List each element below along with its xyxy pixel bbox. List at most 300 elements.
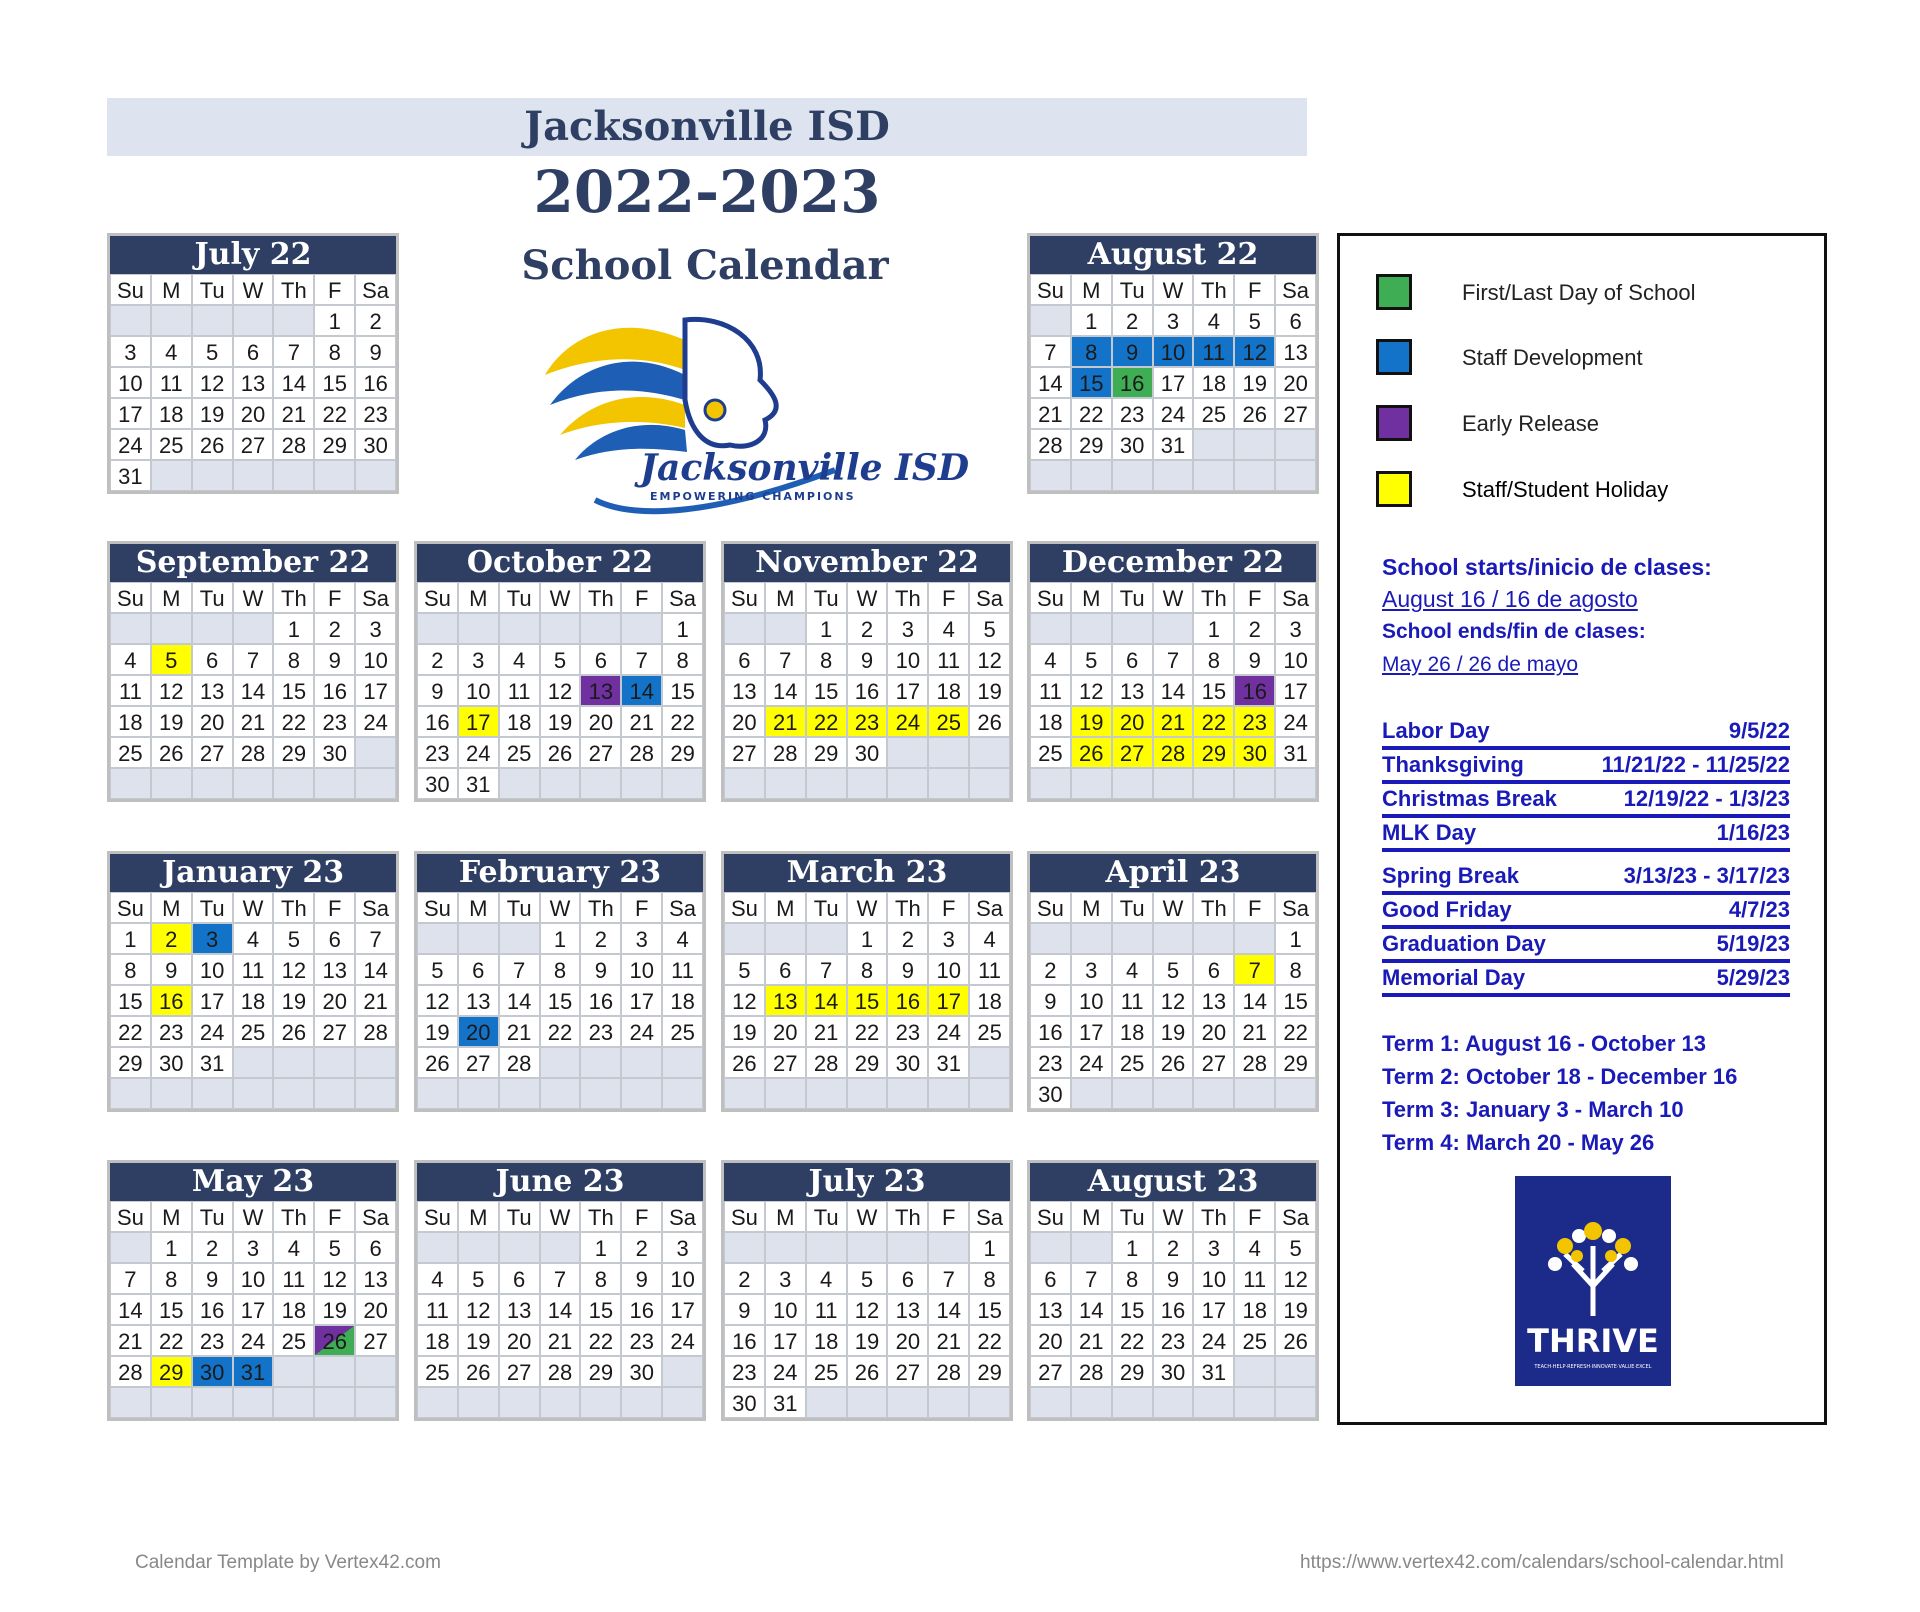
day-cell: 7 <box>806 954 847 985</box>
day-cell: 14 <box>765 675 806 706</box>
logo-tagline: EMPOWERING CHAMPIONS <box>650 490 856 503</box>
day-cell: 12 <box>969 644 1010 675</box>
empty-day-cell <box>273 768 314 799</box>
day-cell: 9 <box>724 1294 765 1325</box>
school-starts-date[interactable]: August 16 / 16 de agosto <box>1382 586 1638 612</box>
school-ends-date[interactable]: May 26 / 26 de mayo <box>1382 653 1579 676</box>
weekday-header: M <box>765 582 806 613</box>
weekday-header: Th <box>887 1201 928 1232</box>
day-cell: 31 <box>1275 737 1316 768</box>
month-grid <box>417 582 703 799</box>
holiday-row <box>1382 895 1790 929</box>
day-cell: 14 <box>1071 1294 1112 1325</box>
empty-day-cell <box>1193 460 1234 491</box>
day-cell: 25 <box>1030 737 1071 768</box>
weekday-header: Tu <box>806 892 847 923</box>
weekday-header: M <box>151 1201 192 1232</box>
day-cell: 23 <box>151 1016 192 1047</box>
day-cell: 5 <box>1153 954 1194 985</box>
empty-day-cell <box>233 460 274 491</box>
empty-day-cell <box>417 1387 458 1418</box>
day-cell: 1 <box>540 923 581 954</box>
logo-name: Jacksonville ISD <box>640 447 970 489</box>
day-cell: 22 <box>273 706 314 737</box>
month-grid <box>110 582 396 799</box>
empty-day-cell <box>540 1047 581 1078</box>
day-cell: 12 <box>724 985 765 1016</box>
weekday-header: W <box>847 892 888 923</box>
day-cell: 16 <box>1234 675 1275 706</box>
day-cell: 15 <box>151 1294 192 1325</box>
weekday-header: Sa <box>969 1201 1010 1232</box>
empty-day-cell <box>887 1232 928 1263</box>
day-cell: 13 <box>1275 336 1316 367</box>
day-cell: 16 <box>1112 367 1153 398</box>
day-cell: 23 <box>847 706 888 737</box>
day-cell: 16 <box>151 985 192 1016</box>
day-cell: 21 <box>1153 706 1194 737</box>
day-cell: 18 <box>928 675 969 706</box>
empty-day-cell <box>621 1387 662 1418</box>
blue-swatch <box>1376 339 1412 375</box>
day-cell: 12 <box>273 954 314 985</box>
empty-day-cell <box>1071 460 1112 491</box>
day-cell: 9 <box>887 954 928 985</box>
day-cell: 12 <box>151 675 192 706</box>
empty-day-cell <box>355 1078 396 1109</box>
day-cell: 17 <box>887 675 928 706</box>
day-cell: 8 <box>1193 644 1234 675</box>
day-cell: 21 <box>110 1325 151 1356</box>
empty-day-cell <box>1153 768 1194 799</box>
weekday-header: M <box>765 1201 806 1232</box>
empty-day-cell <box>806 923 847 954</box>
day-cell: 12 <box>1275 1263 1316 1294</box>
empty-day-cell <box>1275 1387 1316 1418</box>
month-calendar <box>414 541 706 802</box>
day-cell: 30 <box>1030 1078 1071 1109</box>
day-cell: 22 <box>540 1016 581 1047</box>
day-cell: 2 <box>847 613 888 644</box>
day-cell: 19 <box>1234 367 1275 398</box>
month-grid <box>110 1201 396 1418</box>
day-cell: 23 <box>580 1016 621 1047</box>
day-cell: 13 <box>1030 1294 1071 1325</box>
day-cell: 24 <box>1071 1047 1112 1078</box>
empty-day-cell <box>540 1078 581 1109</box>
day-cell: 19 <box>1153 1016 1194 1047</box>
day-cell: 10 <box>887 644 928 675</box>
day-cell: 16 <box>1153 1294 1194 1325</box>
weekday-header: Sa <box>355 892 396 923</box>
day-cell: 6 <box>458 954 499 985</box>
holiday-row <box>1382 784 1790 818</box>
weekday-header: M <box>1071 274 1112 305</box>
weekday-header: F <box>314 892 355 923</box>
empty-day-cell <box>1112 460 1153 491</box>
weekday-header: W <box>1153 582 1194 613</box>
day-cell: 13 <box>458 985 499 1016</box>
day-cell: 11 <box>233 954 274 985</box>
day-cell: 5 <box>273 923 314 954</box>
empty-day-cell <box>355 1387 396 1418</box>
month-grid <box>1030 1201 1316 1418</box>
day-cell: 10 <box>233 1263 274 1294</box>
day-cell: 20 <box>499 1325 540 1356</box>
empty-day-cell <box>1030 768 1071 799</box>
empty-day-cell <box>314 1047 355 1078</box>
empty-day-cell <box>110 1232 151 1263</box>
day-cell: 1 <box>110 923 151 954</box>
empty-day-cell <box>1153 1078 1194 1109</box>
day-cell: 9 <box>355 336 396 367</box>
day-cell: 2 <box>192 1232 233 1263</box>
day-cell: 20 <box>192 706 233 737</box>
purple-swatch <box>1376 405 1412 441</box>
day-cell: 1 <box>1193 613 1234 644</box>
day-cell: 14 <box>621 675 662 706</box>
empty-day-cell <box>151 768 192 799</box>
empty-day-cell <box>314 1356 355 1387</box>
day-cell: 27 <box>192 737 233 768</box>
day-cell: 29 <box>662 737 703 768</box>
empty-day-cell <box>724 613 765 644</box>
empty-day-cell <box>969 1387 1010 1418</box>
day-cell: 3 <box>355 613 396 644</box>
day-cell: 30 <box>847 737 888 768</box>
day-cell: 16 <box>887 985 928 1016</box>
empty-day-cell <box>192 460 233 491</box>
day-cell: 16 <box>724 1325 765 1356</box>
day-cell: 12 <box>314 1263 355 1294</box>
day-cell: 23 <box>1112 398 1153 429</box>
weekday-header: Tu <box>1112 892 1153 923</box>
day-cell: 12 <box>458 1294 499 1325</box>
weekday-header: M <box>151 892 192 923</box>
holiday-date: 12/19/22 - 1/3/23 <box>1623 786 1790 811</box>
day-cell: 25 <box>233 1016 274 1047</box>
empty-day-cell <box>1153 1387 1194 1418</box>
day-cell: 1 <box>1071 305 1112 336</box>
day-cell: 21 <box>355 985 396 1016</box>
weekday-header: Th <box>1193 1201 1234 1232</box>
empty-day-cell <box>273 1387 314 1418</box>
day-cell: 24 <box>887 706 928 737</box>
day-cell: 27 <box>355 1325 396 1356</box>
day-cell: 31 <box>192 1047 233 1078</box>
weekday-header: F <box>621 1201 662 1232</box>
day-cell: 3 <box>1071 954 1112 985</box>
holiday-date: 3/13/23 - 3/17/23 <box>1623 863 1790 888</box>
empty-day-cell <box>580 613 621 644</box>
empty-day-cell <box>355 768 396 799</box>
day-cell: 4 <box>499 644 540 675</box>
holiday-date: 5/29/23 <box>1716 965 1790 990</box>
weekday-header: W <box>1153 892 1194 923</box>
thrive-word: THRIVE <box>1527 1322 1659 1360</box>
term-line: Term 3: January 3 - March 10 <box>1382 1097 1684 1122</box>
empty-day-cell <box>1275 429 1316 460</box>
empty-day-cell <box>847 1387 888 1418</box>
day-cell: 21 <box>928 1325 969 1356</box>
weekday-header: Th <box>1193 892 1234 923</box>
month-calendar <box>107 851 399 1112</box>
day-cell: 21 <box>806 1016 847 1047</box>
day-cell: 21 <box>233 706 274 737</box>
day-cell: 3 <box>887 613 928 644</box>
day-cell: 18 <box>499 706 540 737</box>
day-cell: 14 <box>233 675 274 706</box>
day-cell: 15 <box>969 1294 1010 1325</box>
day-cell: 8 <box>806 644 847 675</box>
day-cell: 20 <box>1030 1325 1071 1356</box>
day-cell: 18 <box>417 1325 458 1356</box>
school-year: 2022-2023 <box>533 158 881 226</box>
day-cell: 31 <box>110 460 151 491</box>
weekday-header: F <box>314 274 355 305</box>
empty-day-cell <box>273 460 314 491</box>
empty-day-cell <box>314 768 355 799</box>
day-cell: 12 <box>540 675 581 706</box>
day-cell: 10 <box>1275 644 1316 675</box>
empty-day-cell <box>458 1387 499 1418</box>
day-cell: 2 <box>621 1232 662 1263</box>
empty-day-cell <box>1030 1232 1071 1263</box>
weekday-header: W <box>233 892 274 923</box>
weekday-header: Sa <box>355 274 396 305</box>
day-cell: 2 <box>887 923 928 954</box>
day-cell: 19 <box>192 398 233 429</box>
day-cell: 7 <box>621 644 662 675</box>
day-cell: 13 <box>499 1294 540 1325</box>
day-cell: 8 <box>273 644 314 675</box>
empty-day-cell <box>887 737 928 768</box>
day-cell: 22 <box>969 1325 1010 1356</box>
day-cell: 4 <box>273 1232 314 1263</box>
day-cell: 21 <box>765 706 806 737</box>
day-cell: 7 <box>1153 644 1194 675</box>
day-cell: 10 <box>621 954 662 985</box>
empty-day-cell <box>110 613 151 644</box>
day-cell: 4 <box>662 923 703 954</box>
day-cell: 1 <box>806 613 847 644</box>
month-title: June 23 <box>417 1163 703 1201</box>
day-cell: 21 <box>540 1325 581 1356</box>
day-cell: 7 <box>499 954 540 985</box>
day-cell: 25 <box>417 1356 458 1387</box>
weekday-header: Tu <box>192 274 233 305</box>
day-cell: 22 <box>580 1325 621 1356</box>
day-cell: 23 <box>1153 1325 1194 1356</box>
month-calendar <box>721 1160 1013 1421</box>
weekday-header: Sa <box>1275 274 1316 305</box>
day-cell: 1 <box>969 1232 1010 1263</box>
day-cell: 11 <box>969 954 1010 985</box>
day-cell: 24 <box>662 1325 703 1356</box>
weekday-header: Th <box>580 1201 621 1232</box>
weekday-header: W <box>233 582 274 613</box>
holiday-name: Christmas Break <box>1382 786 1557 811</box>
day-cell: 26 <box>540 737 581 768</box>
day-cell: 21 <box>499 1016 540 1047</box>
day-cell: 3 <box>192 923 233 954</box>
day-cell: 1 <box>273 613 314 644</box>
empty-day-cell <box>499 1232 540 1263</box>
day-cell: 22 <box>110 1016 151 1047</box>
day-cell: 17 <box>928 985 969 1016</box>
month-title: August 22 <box>1030 236 1316 274</box>
day-cell: 8 <box>1275 954 1316 985</box>
day-cell: 23 <box>355 398 396 429</box>
weekday-header: F <box>928 582 969 613</box>
day-cell: 28 <box>540 1356 581 1387</box>
day-cell: 29 <box>110 1047 151 1078</box>
day-cell: 2 <box>1112 305 1153 336</box>
day-cell: 27 <box>314 1016 355 1047</box>
weekday-header: M <box>458 582 499 613</box>
weekday-header: Su <box>724 1201 765 1232</box>
day-cell: 18 <box>662 985 703 1016</box>
day-cell: 31 <box>1153 429 1194 460</box>
day-cell: 28 <box>1030 429 1071 460</box>
day-cell: 6 <box>192 644 233 675</box>
day-cell: 11 <box>806 1294 847 1325</box>
month-title: November 22 <box>724 544 1010 582</box>
weekday-header: Sa <box>1275 892 1316 923</box>
day-cell: 6 <box>724 644 765 675</box>
weekday-header: Tu <box>499 1201 540 1232</box>
weekday-header: Sa <box>355 1201 396 1232</box>
day-cell: 1 <box>847 923 888 954</box>
empty-day-cell <box>580 1387 621 1418</box>
day-cell: 16 <box>417 706 458 737</box>
day-cell: 30 <box>887 1047 928 1078</box>
day-cell: 9 <box>580 954 621 985</box>
day-cell: 23 <box>621 1325 662 1356</box>
empty-day-cell <box>192 768 233 799</box>
empty-day-cell <box>151 460 192 491</box>
day-cell: 20 <box>887 1325 928 1356</box>
weekday-header: Sa <box>355 582 396 613</box>
empty-day-cell <box>1234 923 1275 954</box>
day-cell: 25 <box>969 1016 1010 1047</box>
school-ends-label: School ends/fin de clases: <box>1382 620 1646 643</box>
month-calendar <box>1027 233 1319 494</box>
weekday-header: Tu <box>192 582 233 613</box>
month-calendar <box>1027 851 1319 1112</box>
day-cell: 19 <box>417 1016 458 1047</box>
day-cell: 22 <box>151 1325 192 1356</box>
month-title: April 23 <box>1030 854 1316 892</box>
weekday-header: F <box>928 1201 969 1232</box>
empty-day-cell <box>233 768 274 799</box>
weekday-header: Su <box>1030 274 1071 305</box>
day-cell: 19 <box>1275 1294 1316 1325</box>
day-cell: 3 <box>458 644 499 675</box>
empty-day-cell <box>1071 923 1112 954</box>
day-cell: 19 <box>314 1294 355 1325</box>
month-title: September 22 <box>110 544 396 582</box>
weekday-header: M <box>1071 1201 1112 1232</box>
day-cell: 16 <box>192 1294 233 1325</box>
day-cell: 14 <box>1153 675 1194 706</box>
empty-day-cell <box>847 1232 888 1263</box>
weekday-header: Su <box>110 274 151 305</box>
day-cell: 24 <box>621 1016 662 1047</box>
empty-day-cell <box>314 460 355 491</box>
weekday-header: M <box>1071 892 1112 923</box>
day-cell: 12 <box>847 1294 888 1325</box>
day-cell: 9 <box>1234 644 1275 675</box>
weekday-header: Th <box>887 582 928 613</box>
day-cell: 17 <box>1071 1016 1112 1047</box>
day-cell: 12 <box>1153 985 1194 1016</box>
day-cell: 29 <box>806 737 847 768</box>
day-cell: 14 <box>1030 367 1071 398</box>
day-cell: 19 <box>1071 706 1112 737</box>
day-cell: 2 <box>1153 1232 1194 1263</box>
empty-day-cell <box>458 1232 499 1263</box>
weekday-header: W <box>847 1201 888 1232</box>
day-cell: 15 <box>273 675 314 706</box>
day-cell: 24 <box>355 706 396 737</box>
day-cell: 25 <box>151 429 192 460</box>
weekday-header: Su <box>417 892 458 923</box>
weekday-header: F <box>314 582 355 613</box>
empty-day-cell <box>151 1078 192 1109</box>
day-cell: 20 <box>355 1294 396 1325</box>
day-cell: 15 <box>1193 675 1234 706</box>
day-cell: 23 <box>887 1016 928 1047</box>
empty-day-cell <box>1275 1356 1316 1387</box>
weekday-header: Su <box>724 582 765 613</box>
day-cell: 3 <box>662 1232 703 1263</box>
day-cell: 4 <box>969 923 1010 954</box>
footer-url[interactable]: https://www.vertex42.com/calendars/school-calendar.html <box>1300 1552 1784 1573</box>
day-cell: 25 <box>1193 398 1234 429</box>
empty-day-cell <box>1193 1078 1234 1109</box>
day-cell: 12 <box>417 985 458 1016</box>
day-cell: 21 <box>1071 1325 1112 1356</box>
day-cell: 13 <box>765 985 806 1016</box>
holiday-row <box>1382 818 1790 852</box>
day-cell: 13 <box>580 675 621 706</box>
day-cell: 29 <box>1071 429 1112 460</box>
weekday-header: Tu <box>499 892 540 923</box>
day-cell: 25 <box>110 737 151 768</box>
day-cell: 7 <box>928 1263 969 1294</box>
month-grid <box>724 582 1010 799</box>
weekday-header: F <box>1234 1201 1275 1232</box>
day-cell: 19 <box>273 985 314 1016</box>
month-title: January 23 <box>110 854 396 892</box>
day-cell: 24 <box>233 1325 274 1356</box>
day-cell: 4 <box>417 1263 458 1294</box>
empty-day-cell <box>1153 460 1194 491</box>
day-cell: 18 <box>806 1325 847 1356</box>
weekday-header: W <box>847 582 888 613</box>
day-cell: 4 <box>806 1263 847 1294</box>
empty-day-cell <box>1193 768 1234 799</box>
day-cell: 25 <box>1112 1047 1153 1078</box>
day-cell: 13 <box>1193 985 1234 1016</box>
holiday-name: Graduation Day <box>1382 931 1546 956</box>
day-cell: 8 <box>314 336 355 367</box>
month-grid <box>1030 582 1316 799</box>
empty-day-cell <box>1234 768 1275 799</box>
day-cell: 27 <box>580 737 621 768</box>
day-cell: 28 <box>1153 737 1194 768</box>
